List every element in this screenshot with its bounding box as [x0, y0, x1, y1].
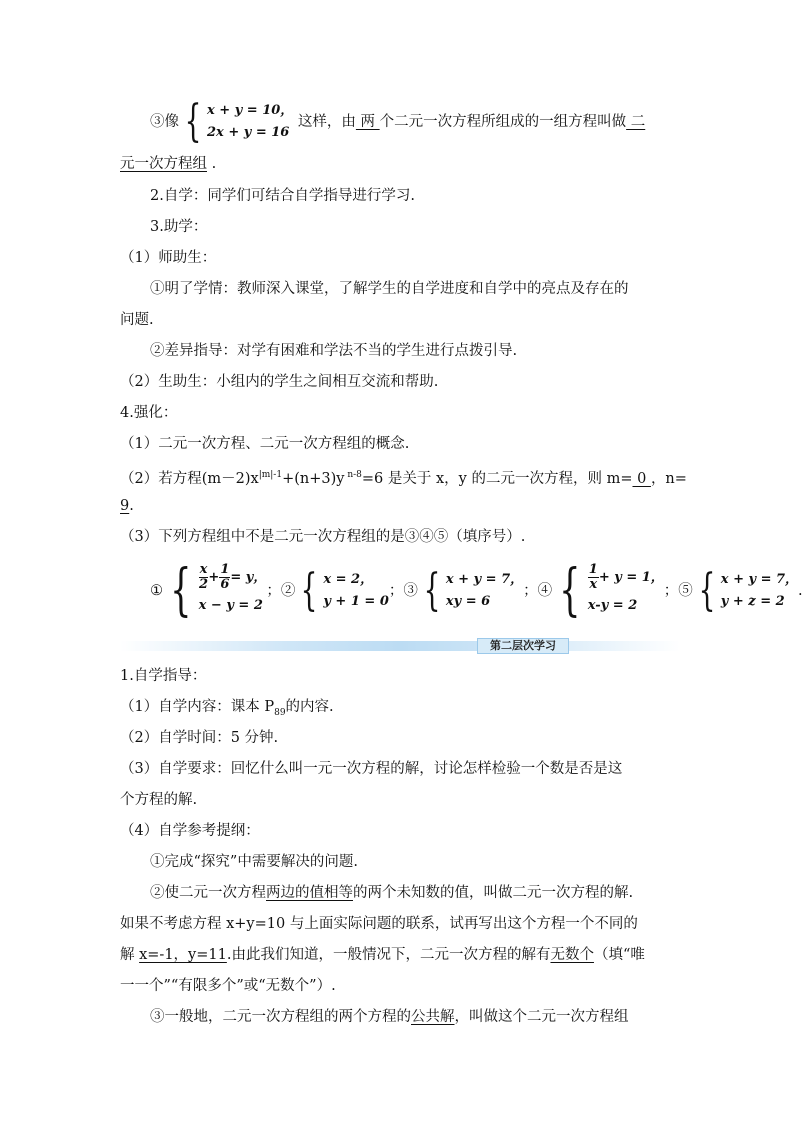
strengthen-heading: 4.强化： — [120, 405, 178, 421]
fraction — [588, 563, 599, 592]
numerator: 1 — [220, 561, 230, 577]
s2-end: . — [129, 498, 134, 514]
blank-n: 9 — [120, 498, 130, 514]
s2-c: =6 是关于 x，y 的二元一次方程，则 m= — [361, 470, 633, 487]
system-1-row-2: x − y = 2 — [198, 597, 263, 613]
guide-requirement-cont: 个方程的解. — [120, 792, 198, 808]
numerator: 1 — [588, 561, 598, 577]
blank-solution: x=-1，y=11 — [139, 947, 227, 963]
choice-4-label: ④ — [537, 583, 553, 599]
system-row-1: x + y = 10， — [207, 103, 294, 118]
outline-item-3 — [150, 1007, 680, 1027]
system-4-row-1 — [588, 563, 664, 592]
system-5-rows — [721, 569, 798, 613]
equation-system — [179, 96, 294, 147]
system-1 — [163, 558, 266, 624]
o3-b: ，叫做这个二元一次方程组 — [454, 1009, 629, 1025]
system-3-row-1: x + y = 7， — [445, 572, 524, 587]
system-4-rows — [588, 563, 664, 620]
choice-3-label: ③ — [403, 583, 418, 599]
brace-icon: { — [300, 565, 318, 616]
choice-1-label: ① — [150, 583, 163, 599]
banner-bar — [120, 641, 680, 651]
o2-l3-a: 解 — [120, 947, 140, 963]
blank-infinite: 无数个 — [550, 947, 594, 963]
blank-equal-values: 两边的值相等 — [266, 885, 353, 901]
guide-requirement: （3）自学要求：回忆什么叫一元一次方程的解，讨论怎样检验一个数是否是这 — [120, 761, 623, 777]
system-4 — [552, 558, 664, 624]
system-rows — [207, 100, 293, 144]
brace-icon: { — [559, 558, 581, 623]
s2-d: ，n= — [650, 470, 687, 487]
system-2-row-1: x = 2， — [323, 572, 374, 587]
s2-sup1: |m|-1 — [258, 470, 283, 480]
denominator: 2 — [199, 576, 209, 592]
system-3-row-2: xy = 6 — [445, 594, 491, 609]
guide-content — [120, 697, 680, 723]
guide-outline: （4）自学参考提纲： — [120, 823, 260, 839]
blank-answer-b: 元一次方程组 — [120, 156, 207, 172]
system-1-row-1 — [199, 563, 267, 592]
fraction — [199, 563, 209, 592]
row-tail: = y， — [230, 569, 267, 585]
system-5-row-2: y + z = 2 — [720, 594, 785, 609]
outline-item-2 — [150, 883, 680, 903]
brace-icon: { — [423, 565, 441, 616]
fraction — [219, 563, 230, 592]
outline-item-2-line3 — [120, 945, 680, 965]
denominator: 6 — [220, 576, 230, 592]
choice-2-label: ② — [280, 583, 296, 599]
item3-end: . — [207, 156, 217, 172]
numerator: x — [199, 561, 208, 577]
system-5-row-1: x + y = 7， — [720, 572, 799, 587]
o3-a: ③一般地，二元一次方程组的两个方程的 — [150, 1009, 411, 1025]
outline-item-2-line2: 如果不考虑方程 x+y=10 与上面实际问题的联系，试再写出这个方程一个不同的 — [120, 916, 638, 932]
o2-l3-c: （填“唯 — [593, 947, 645, 963]
sep: ； — [523, 583, 538, 599]
sep: ； — [663, 583, 679, 599]
content-a: （1）自学内容：课本 P — [120, 699, 275, 715]
help-heading: 3.助学： — [150, 219, 208, 235]
item3-prefix: ③像 — [150, 114, 179, 130]
guide-heading: 1.自学指导： — [120, 668, 207, 684]
content-sub: 89 — [274, 707, 286, 718]
self-study-line: 2.自学：同学们可结合自学指导进行学习. — [150, 188, 415, 204]
systems-row — [150, 558, 803, 624]
item3-text-a: 这样，由 — [293, 114, 356, 130]
row-tail: + y = 1， — [598, 569, 664, 585]
brace-icon: { — [170, 558, 192, 623]
guide-time: （2）自学时间：5 分钟. — [120, 730, 279, 746]
blank-m: 0 — [632, 470, 651, 487]
plus: + — [208, 569, 220, 585]
sep: ； — [266, 583, 281, 599]
s2-b: +(n+3)y — [282, 470, 345, 487]
brace-icon: { — [184, 96, 202, 147]
item3-text-b: 个二元一次方程所组成的一组方程叫做 — [379, 114, 627, 130]
help-item-2: ②差异指导：对学有困难和学法不当的学生进行点拨引导. — [150, 343, 518, 359]
blank-two: 两 — [355, 114, 380, 130]
item3-line-2 — [120, 154, 680, 174]
o2-l3-b: .由此我们知道，一般情况下，二元一次方程的解有 — [226, 947, 551, 963]
help-item-1: ①明了学情：教师深入课堂，了解学生的自学进度和自学中的亮点及存在的 — [150, 281, 629, 297]
system-2 — [295, 558, 389, 624]
denominator: x — [589, 576, 598, 592]
s2-a: （2）若方程(m－2)x — [120, 470, 259, 487]
outline-item-1: ①完成“探究”中需要解决的问题. — [150, 854, 358, 870]
outline-item-2-line4: 一一个”“有限多个”或“无数个”）. — [120, 978, 336, 994]
system-5 — [693, 558, 798, 624]
o2-a: ②使二元一次方程 — [150, 885, 266, 901]
strengthen-item-3: （3）下列方程组中不是二元一次方程组的是③④⑤（填序号）. — [120, 529, 526, 545]
s2-sup2: n-8 — [344, 470, 362, 480]
item3-line — [150, 96, 680, 147]
system-3 — [418, 558, 523, 624]
student-help: （2）生助生：小组内的学生之间相互交流和帮助. — [120, 374, 439, 390]
system-3-rows — [446, 569, 523, 613]
teacher-help: （1）师助生： — [120, 250, 217, 266]
system-2-row-2: y + 1 = 0 — [323, 594, 389, 609]
strengthen-item-1: （1）二元一次方程、二元一次方程组的概念. — [120, 436, 410, 452]
content-b: 的内容. — [285, 699, 334, 715]
system-4-row-2: x-y = 2 — [587, 597, 638, 613]
sep: ； — [388, 583, 404, 599]
blank-answer-a: 二 — [626, 114, 646, 130]
help-item-1-cont: 问题. — [120, 312, 154, 328]
system-row-2: 2x + y = 16 — [207, 125, 290, 140]
brace-icon: { — [698, 565, 716, 616]
strengthen-item-2 — [120, 465, 687, 489]
strengthen-item-2-cont — [120, 496, 680, 516]
choice-5-label: ⑤ — [678, 583, 693, 599]
blank-common-solution: 公共解 — [411, 1009, 455, 1025]
system-1-rows — [199, 563, 267, 620]
section-banner — [120, 638, 680, 654]
banner-label: 第二层次学习 — [477, 638, 569, 654]
end: . — [798, 583, 803, 599]
o2-b: 的两个未知数的值，叫做二元一次方程的解. — [353, 885, 634, 901]
system-2-rows — [323, 569, 389, 613]
